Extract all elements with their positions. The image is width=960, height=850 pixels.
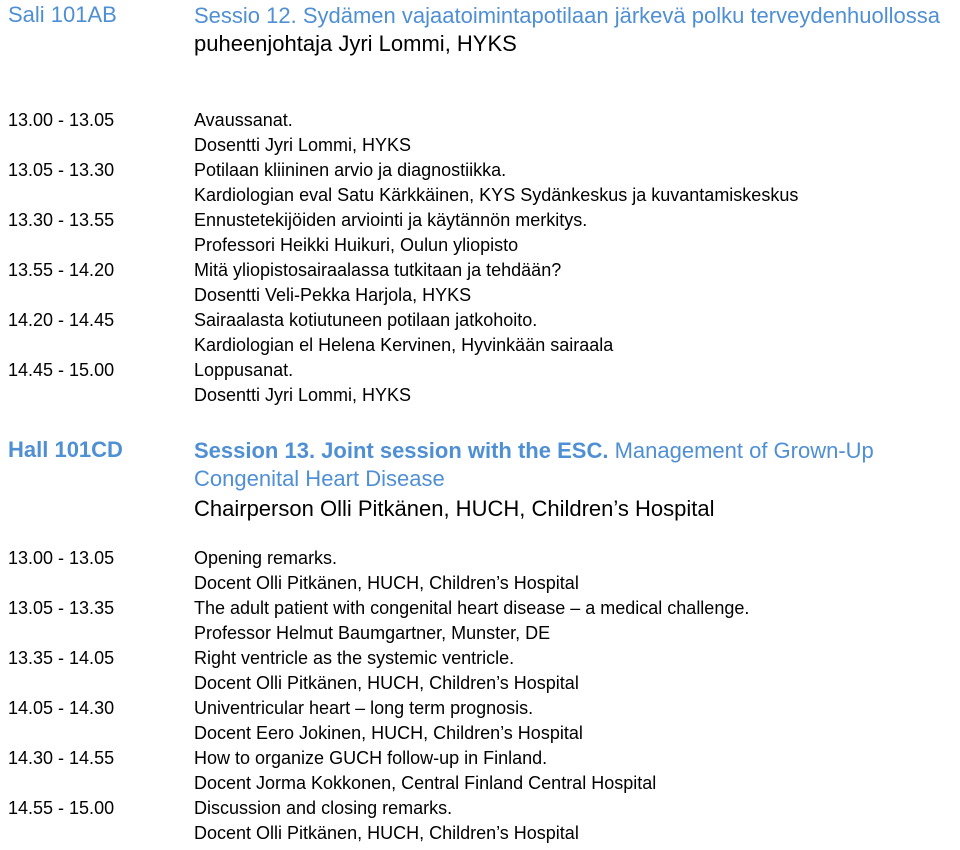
session-chair: Chairperson Olli Pitkänen, HUCH, Children’s Hospital — [194, 496, 715, 521]
talk-topic: Right ventricle as the systemic ventricle. — [194, 648, 515, 668]
time-slot: 14.05 - 14.30 — [8, 698, 115, 718]
talk-topic: Discussion and closing remarks. — [194, 798, 453, 818]
session-title-text: Sessio 12. Sydämen vajaatoimintapotilaan järkevä polku terveydenhuollossa — [194, 3, 941, 28]
schedule-row — [0, 696, 960, 746]
talk-topic: Opening remarks. — [194, 548, 338, 568]
schedule-row — [0, 358, 960, 408]
time-slot: 13.35 - 14.05 — [8, 648, 115, 668]
talk-topic: The adult patient with congenital heart disease – a medical challenge. — [194, 598, 750, 618]
talk-topic: Univentricular heart – long term prognosis. — [194, 698, 534, 718]
speaker: Docent Jorma Kokkonen, Central Finland Central Hospital — [194, 773, 657, 793]
speaker: Professori Heikki Huikuri, Oulun yliopisto — [194, 235, 519, 255]
speaker: Dosentti Veli-Pekka Harjola, HYKS — [194, 285, 472, 305]
speaker: Docent Eero Jokinen, HUCH, Children’s Hospital — [194, 723, 583, 743]
speaker: Docent Olli Pitkänen, HUCH, Children’s Hospital — [194, 573, 579, 593]
talk-topic: Loppusanat. — [194, 360, 294, 380]
session-12-schedule — [0, 108, 960, 408]
talk-topic: Potilaan kliininen arvio ja diagnostiikka. — [194, 160, 507, 180]
speaker: Kardiologian el Helena Kervinen, Hyvinkään sairaala — [194, 335, 614, 355]
speaker: Docent Olli Pitkänen, HUCH, Children’s Hospital — [194, 823, 579, 843]
schedule-row — [0, 108, 960, 158]
speaker: Dosentti Jyri Lommi, HYKS — [194, 135, 412, 155]
talk-topic: Sairaalasta kotiutuneen potilaan jatkohoito. — [194, 310, 538, 330]
session-13-schedule — [0, 546, 960, 846]
schedule-row — [0, 596, 960, 646]
room-label: Sali 101AB — [8, 2, 117, 27]
speaker: Docent Olli Pitkänen, HUCH, Children’s Hospital — [194, 673, 579, 693]
speaker: Professor Helmut Baumgartner, Munster, DE — [194, 623, 551, 643]
time-slot: 14.30 - 14.55 — [8, 748, 115, 768]
schedule-row — [0, 308, 960, 358]
time-slot: 13.00 - 13.05 — [8, 110, 115, 130]
speaker: Dosentti Jyri Lommi, HYKS — [194, 385, 412, 405]
time-slot: 13.55 - 14.20 — [8, 260, 115, 280]
schedule-row — [0, 746, 960, 796]
session-title-rest: Management of Grown-Up Congenital Heart Disease — [194, 438, 874, 491]
schedule-row — [0, 646, 960, 696]
schedule-row — [0, 158, 960, 208]
time-slot: 14.20 - 14.45 — [8, 310, 115, 330]
talk-topic: How to organize GUCH follow-up in Finland. — [194, 748, 548, 768]
schedule-row — [0, 208, 960, 258]
schedule-row — [0, 258, 960, 308]
time-slot: 13.05 - 13.30 — [8, 160, 115, 180]
time-slot: 14.55 - 15.00 — [8, 798, 115, 818]
room-label: Hall 101CD — [8, 437, 123, 462]
talk-topic: Avaussanat. — [194, 110, 293, 130]
time-slot: 13.30 - 13.55 — [8, 210, 115, 230]
schedule-row — [0, 796, 960, 846]
time-slot: 14.45 - 15.00 — [8, 360, 115, 380]
session-title — [194, 437, 954, 523]
schedule-row — [0, 546, 960, 596]
session-title — [194, 2, 954, 58]
time-slot: 13.00 - 13.05 — [8, 548, 115, 568]
talk-topic: Ennustetekijöiden arviointi ja käytännön merkitys. — [194, 210, 588, 230]
session-chair: puheenjohtaja Jyri Lommi, HYKS — [194, 31, 517, 56]
talk-topic: Mitä yliopistosairaalassa tutkitaan ja tehdään? — [194, 260, 562, 280]
time-slot: 13.05 - 13.35 — [8, 598, 115, 618]
speaker: Kardiologian eval Satu Kärkkäinen, KYS Sydänkeskus ja kuvantamiskeskus — [194, 185, 799, 205]
session-title-bold: Session 13. Joint session with the ESC. — [194, 438, 609, 463]
